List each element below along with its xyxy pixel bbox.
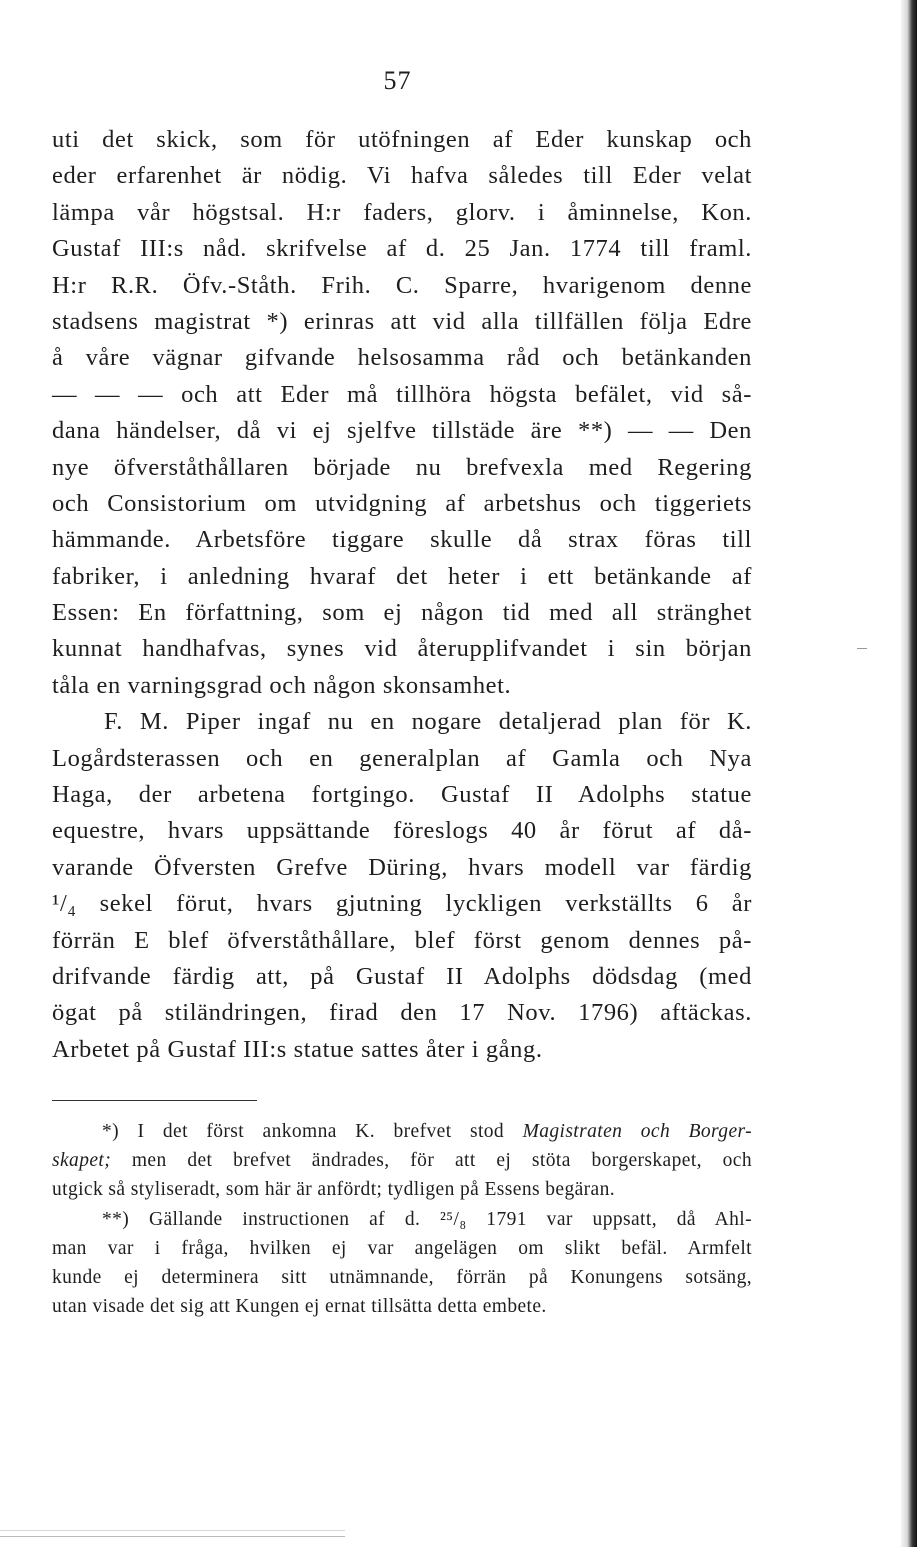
text-line: uti det skick, som för utöfningen af Eder kunskap och [52, 126, 752, 153]
footnote-2-line: man var i fråga, hvilken ej var angelägen om slikt befäl. Armfelt [52, 1237, 752, 1259]
text-line: tåla en varningsgrad och någon skonsamhet. [52, 671, 512, 699]
footnotes [52, 1117, 752, 1321]
footnote-2-line: utan visade det sig att Kungen ej ernat tillsätta detta embete. [52, 1296, 547, 1318]
text-line: nye öfverståthållaren började nu brefvexla med Regering [52, 453, 752, 481]
page-number: 57 [383, 66, 412, 95]
text-line: lämpa vår högstsal. H:r faders, glorv. i åminnelse, Kon. [52, 198, 752, 226]
text-line: ¹/₄ sekel förut, hvars gjutning lyckligen verkställts 6 år [52, 890, 752, 918]
text-line: Arbetet på Gustaf III:s statue sattes åter i gång. [52, 1035, 543, 1063]
text-line: drifvande färdig att, på Gustaf II Adolphs dödsdag (med [52, 962, 752, 990]
text-line: Logårdsterassen och en generalplan af Gamla och Nya [52, 744, 752, 772]
margin-mark [857, 648, 867, 649]
text-line-paragraph-start: F. M. Piper ingaf nu en nogare detaljerad plan för K. [104, 708, 752, 736]
text-line: dana händelser, då vi ej sjelfve tillstäde äre **) — — Den [52, 417, 752, 445]
footnote-2-line: kunde ej determinera sitt utnämnande, förrän på Konungens sotsäng, [52, 1266, 752, 1288]
text-line: varande Öfversten Grefve Düring, hvars modell var färdig [52, 853, 752, 881]
book-spine-edge [901, 0, 917, 1547]
body-text [52, 122, 752, 1068]
text-line: equestre, hvars uppsättande föreslogs 40 år förut af då- [52, 817, 752, 845]
footnote-1-text: men det brefvet ändrades, för att ej stöta borgerskapet, och [131, 1150, 752, 1172]
page-edge-line [0, 1536, 345, 1537]
page-edge-line [0, 1530, 345, 1531]
footnote-1-line [52, 1117, 752, 1146]
footnote-1-line: utgick så styliseradt, som här är anfördt; tydligen på Essens begäran. [52, 1179, 616, 1201]
text-line: stadsens magistrat *) erinras att vid alla tillfällen följa Edre [52, 307, 752, 335]
text-line: ögat på stiländringen, firad den 17 Nov. 1796) aftäckas. [52, 999, 752, 1027]
text-line: eder erfarenhet är nödig. Vi hafva således till Eder velat [52, 162, 752, 190]
text-line: förrän E blef öfverståthållare, blef först genom dennes på- [52, 926, 752, 954]
text-line: hämmande. Arbetsföre tiggare skulle då strax föras till [52, 526, 752, 554]
text-line: fabriker, i anledning hvaraf det heter i ett betänkande af [52, 562, 752, 590]
text-line: å våre vägnar gifvande helsosamma råd och betänkanden [52, 344, 752, 372]
footnote-1-line [52, 1146, 752, 1175]
footnote-divider [52, 1100, 257, 1101]
text-line: och Consistorium om utvidgning af arbetshus och tiggeriets [52, 489, 752, 517]
text-line: Gustaf III:s nåd. skrifvelse af d. 25 Jan. 1774 till framl. [52, 235, 752, 263]
footnote-1-italic-title: Magistraten och Borger- [522, 1121, 752, 1142]
footnote-1-italic-title: skapet; [52, 1150, 112, 1172]
text-line: kunnat handhafvas, synes vid återupplifvandet i sin början [52, 635, 752, 663]
footnote-1-lead: *) I det först ankomna K. brefvet stod [102, 1121, 505, 1142]
text-line: Essen: En författning, som ej någon tid med all stränghet [52, 599, 752, 627]
text-line: — — — och att Eder må tillhöra högsta befälet, vid så- [52, 380, 752, 408]
footnote-2-line: **) Gällande instructionen af d. ²⁵/₈ 1791 var uppsatt, då Ahl- [102, 1208, 752, 1230]
text-line: Haga, der arbetena fortgingo. Gustaf II Adolphs statue [52, 781, 752, 809]
text-line: H:r R.R. Öfv.-Ståth. Frih. C. Sparre, hvarigenom denne [52, 271, 752, 299]
